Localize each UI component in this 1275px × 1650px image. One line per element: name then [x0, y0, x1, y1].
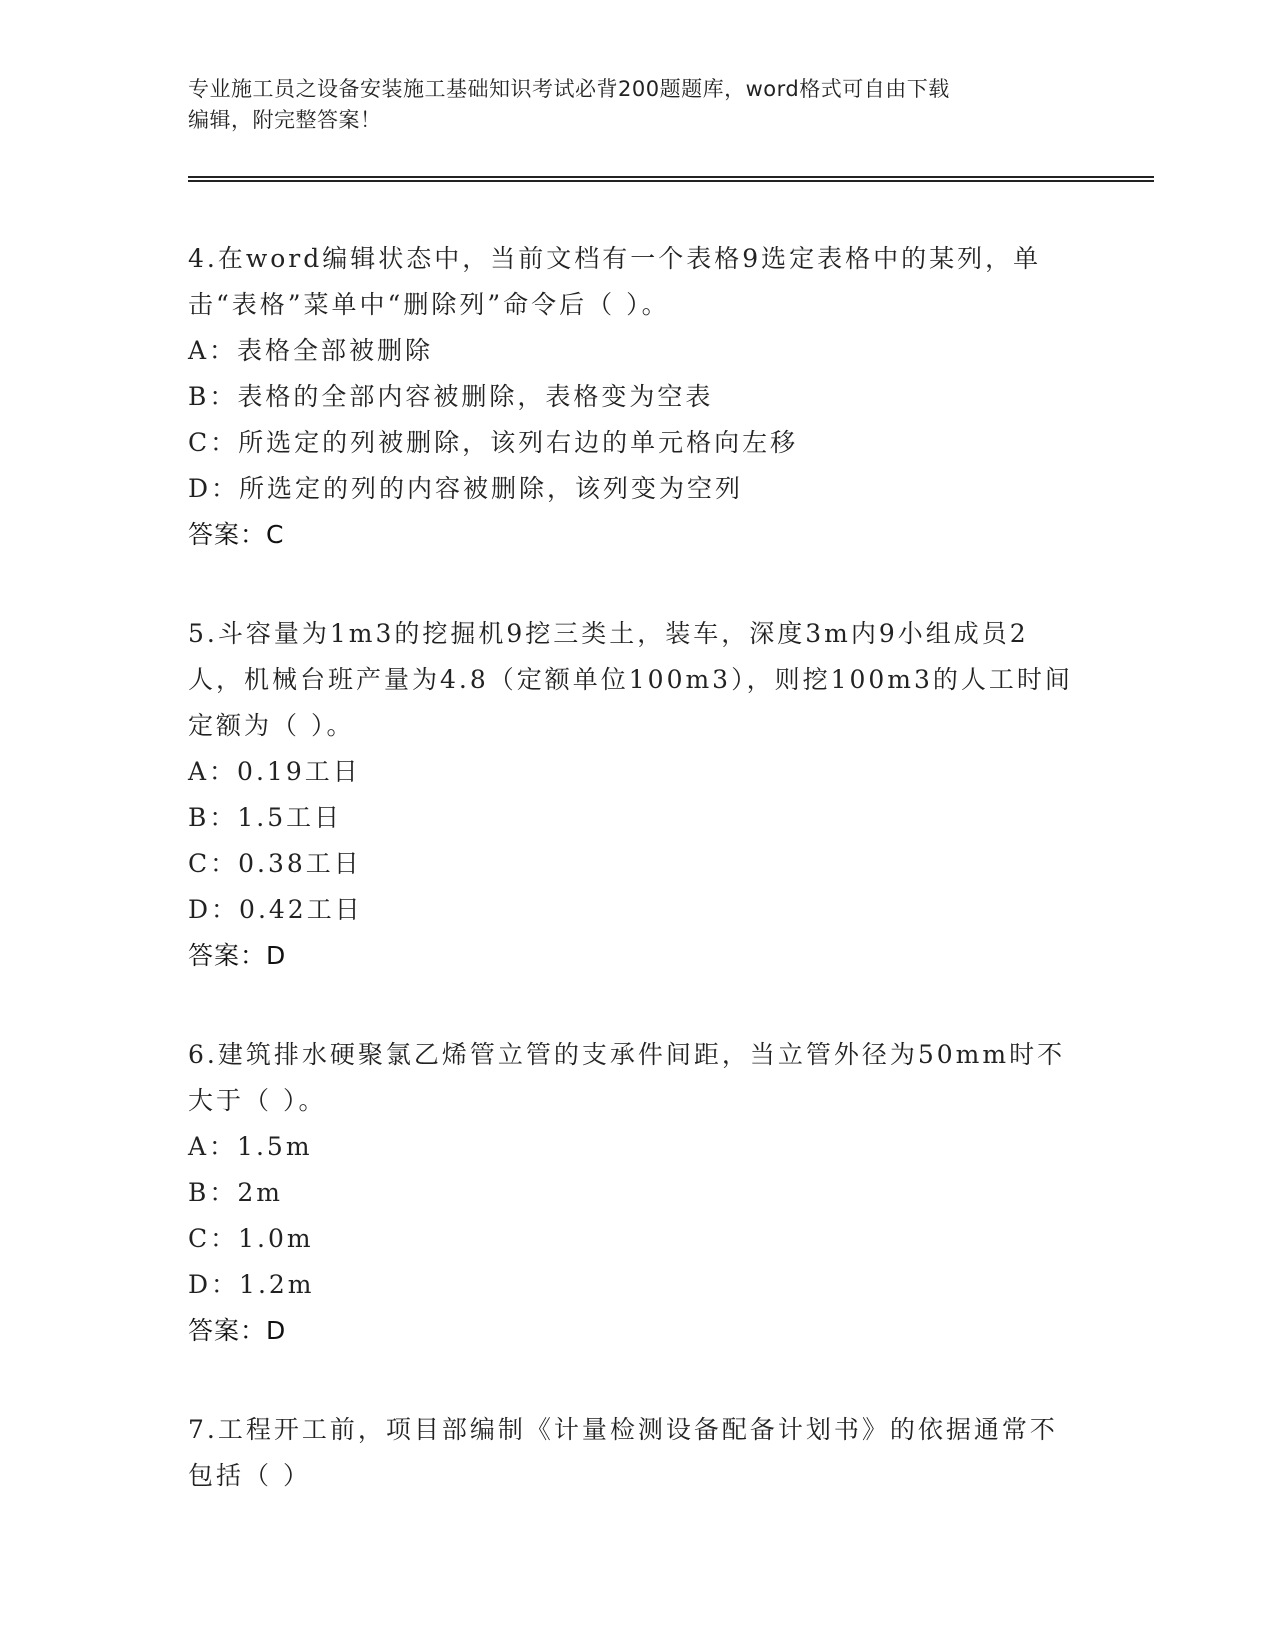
header-line-1: 专业施工员之设备安装施工基础知识考试必背200题题库，word格式可自由下载: [188, 77, 950, 101]
option-d: D：0.42工日: [188, 895, 363, 924]
answer-line: 答案：C: [188, 520, 285, 549]
option-b: B：1.5工日: [188, 803, 343, 832]
option-a: A：1.5m: [188, 1132, 313, 1161]
option-a: A：0.19工日: [188, 757, 361, 786]
question-5: [188, 611, 1078, 979]
question-4: [188, 236, 1078, 558]
question-list: [188, 236, 1078, 1552]
question-6: [188, 1032, 1078, 1354]
answer-line: 答案：D: [188, 941, 287, 970]
answer-line: 答案：D: [188, 1316, 287, 1345]
header-line-2: 编辑，附完整答案！: [188, 108, 382, 132]
question-stem: 6.建筑排水硬聚氯乙烯管立管的支承件间距，当立管外径为50mm时不大于（ ）。: [188, 1040, 1066, 1115]
question-7: [188, 1407, 1078, 1499]
option-c: C：0.38工日: [188, 849, 362, 878]
option-a: A：表格全部被删除: [188, 336, 434, 365]
option-c: C：所选定的列被删除，该列右边的单元格向左移: [188, 428, 799, 457]
option-c: C：1.0m: [188, 1224, 314, 1253]
option-b: B：表格的全部内容被删除，表格变为空表: [188, 382, 714, 411]
question-stem: 7.工程开工前，项目部编制《计量检测设备配备计划书》的依据通常不包括（ ）: [188, 1415, 1058, 1490]
option-d: D：所选定的列的内容被删除，该列变为空列: [188, 474, 744, 503]
question-stem: 4.在word编辑状态中，当前文档有一个表格9选定表格中的某列，单击“表格”菜单中“删除列”命令后（ ）。: [188, 244, 1042, 319]
document-header: [188, 74, 1088, 136]
option-b: B：2m: [188, 1178, 283, 1207]
question-stem: 5.斗容量为1m3的挖掘机9挖三类土，装车，深度3m内9小组成员2人，机械台班产量为4.8（定额单位100m3），则挖100m3的人工时间定额为（ ）。: [188, 619, 1073, 740]
header-double-rule: [188, 176, 1154, 182]
option-d: D：1.2m: [188, 1270, 315, 1299]
